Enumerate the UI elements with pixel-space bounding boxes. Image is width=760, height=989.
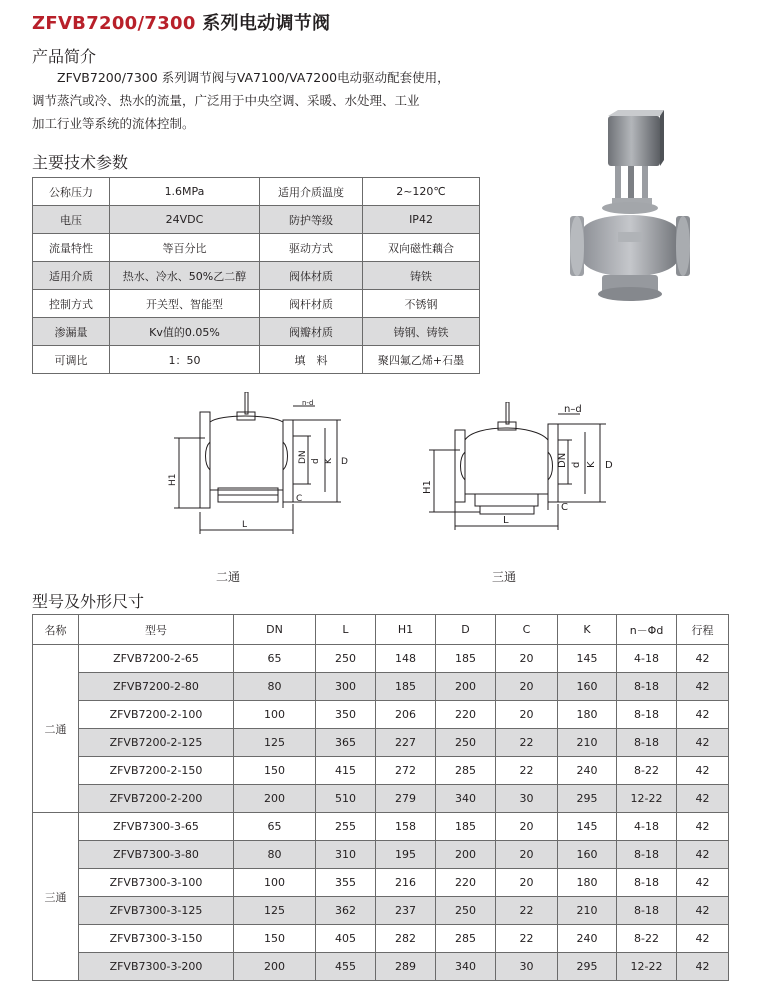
table-cell: 285 [436, 925, 496, 953]
table-cell: 160 [558, 841, 617, 869]
spec-label: 阀瓣材质 [260, 318, 363, 346]
spec-row [33, 262, 480, 290]
table-cell: 80 [234, 841, 316, 869]
table-cell: 30 [496, 953, 558, 981]
column-header: 型号 [79, 615, 234, 645]
table-cell: 415 [316, 757, 376, 785]
column-header: C [496, 615, 558, 645]
intro-line: 加工行业等系统的流体控制。 [32, 116, 195, 131]
table-cell: 30 [496, 785, 558, 813]
column-header: 名称 [33, 615, 79, 645]
table-cell: 255 [316, 813, 376, 841]
table-cell: 365 [316, 729, 376, 757]
table-cell: 455 [316, 953, 376, 981]
table-cell: 8-18 [617, 729, 677, 757]
table-row [33, 897, 729, 925]
table-cell: 340 [436, 953, 496, 981]
table-cell: 42 [677, 701, 729, 729]
table-cell: 8-18 [617, 897, 677, 925]
table-cell: 100 [234, 869, 316, 897]
table-row [33, 645, 729, 673]
label-D: D [605, 460, 613, 471]
spec-label: 渗漏量 [33, 318, 110, 346]
table-row [33, 673, 729, 701]
table-cell: 510 [316, 785, 376, 813]
label-h1: H1 [422, 480, 433, 494]
spec-row [33, 178, 480, 206]
group-name: 二通 [33, 645, 79, 813]
table-header-row [33, 615, 729, 645]
label-d: d [571, 461, 582, 468]
column-header: K [558, 615, 617, 645]
label-c: C [296, 494, 303, 504]
table-cell: 285 [436, 757, 496, 785]
intro-line: 调节蒸汽或冷、热水的流量，广泛用于中央空调、采暖、水处理、工业 [32, 93, 420, 108]
model-cell: ZFVB7200-2-200 [79, 785, 234, 813]
spec-row [33, 318, 480, 346]
label-dn: DN [298, 450, 308, 464]
dimensions-table [32, 614, 729, 981]
table-cell: 8-18 [617, 701, 677, 729]
column-header: n－Φd [617, 615, 677, 645]
spec-label: 驱动方式 [260, 234, 363, 262]
page-title [32, 9, 330, 35]
label-l: L [242, 520, 248, 530]
table-row [33, 953, 729, 981]
table-cell: 22 [496, 757, 558, 785]
spec-label: 填 料 [260, 346, 363, 374]
label-h1: H1 [168, 473, 178, 486]
spec-value: 2~120℃ [363, 178, 480, 206]
table-cell: 185 [436, 813, 496, 841]
spec-value: 聚四氟乙烯+石墨 [363, 346, 480, 374]
table-cell: 8-18 [617, 673, 677, 701]
spec-value: 1：50 [110, 346, 260, 374]
spec-label: 电压 [33, 206, 110, 234]
table-cell: 20 [496, 841, 558, 869]
spec-label: 阀杆材质 [260, 290, 363, 318]
table-cell: 22 [496, 729, 558, 757]
table-row [33, 841, 729, 869]
spec-label: 防护等级 [260, 206, 363, 234]
label-D: D [341, 457, 348, 467]
spec-row [33, 206, 480, 234]
spec-value: 不锈钢 [363, 290, 480, 318]
title-model: ZFVB7200/7300 [32, 13, 196, 34]
spec-value: 铸铁 [363, 262, 480, 290]
spec-label: 阀体材质 [260, 262, 363, 290]
valve-photo [560, 110, 700, 320]
table-cell: 8-22 [617, 757, 677, 785]
group-name: 三通 [33, 813, 79, 981]
table-cell: 180 [558, 869, 617, 897]
model-cell: ZFVB7300-3-150 [79, 925, 234, 953]
table-cell: 42 [677, 673, 729, 701]
table-cell: 180 [558, 701, 617, 729]
table-cell: 250 [316, 645, 376, 673]
specs-table [32, 177, 480, 374]
table-cell: 22 [496, 897, 558, 925]
model-cell: ZFVB7200-2-150 [79, 757, 234, 785]
column-header: L [316, 615, 376, 645]
table-cell: 150 [234, 757, 316, 785]
table-cell: 295 [558, 785, 617, 813]
table-cell: 200 [436, 673, 496, 701]
spec-value: 热水、冷水、50%乙二醇 [110, 262, 260, 290]
table-cell: 185 [436, 645, 496, 673]
spec-row [33, 234, 480, 262]
label-l: L [503, 515, 509, 526]
table-cell: 65 [234, 813, 316, 841]
diagram-two-way [165, 392, 365, 534]
model-cell: ZFVB7300-3-80 [79, 841, 234, 869]
table-cell: 150 [234, 925, 316, 953]
table-cell: 300 [316, 673, 376, 701]
spec-label: 可调比 [33, 346, 110, 374]
table-cell: 145 [558, 645, 617, 673]
table-cell: 20 [496, 869, 558, 897]
table-row [33, 729, 729, 757]
table-cell: 289 [376, 953, 436, 981]
table-cell: 210 [558, 897, 617, 925]
table-cell: 200 [234, 785, 316, 813]
table-cell: 20 [496, 645, 558, 673]
table-cell: 200 [436, 841, 496, 869]
table-cell: 80 [234, 673, 316, 701]
table-cell: 185 [376, 673, 436, 701]
spec-value: IP42 [363, 206, 480, 234]
table-cell: 355 [316, 869, 376, 897]
label-k: K [586, 461, 597, 468]
column-header: DN [234, 615, 316, 645]
table-row [33, 869, 729, 897]
table-cell: 20 [496, 701, 558, 729]
table-cell: 310 [316, 841, 376, 869]
table-cell: 250 [436, 897, 496, 925]
column-header: D [436, 615, 496, 645]
table-cell: 148 [376, 645, 436, 673]
model-cell: ZFVB7200-2-125 [79, 729, 234, 757]
table-cell: 350 [316, 701, 376, 729]
spec-label: 公称压力 [33, 178, 110, 206]
table-cell: 125 [234, 897, 316, 925]
intro-heading: 产品简介 [32, 47, 97, 66]
table-cell: 250 [436, 729, 496, 757]
title-text: 系列电动调节阀 [195, 13, 331, 34]
column-header: H1 [376, 615, 436, 645]
table-cell: 100 [234, 701, 316, 729]
table-row [33, 701, 729, 729]
table-cell: 340 [436, 785, 496, 813]
table-cell: 272 [376, 757, 436, 785]
model-cell: ZFVB7300-3-65 [79, 813, 234, 841]
model-cell: ZFVB7300-3-100 [79, 869, 234, 897]
table-cell: 362 [316, 897, 376, 925]
table-cell: 42 [677, 645, 729, 673]
spec-value: 开关型、智能型 [110, 290, 260, 318]
column-header: 行程 [677, 615, 729, 645]
table-cell: 20 [496, 673, 558, 701]
table-cell: 210 [558, 729, 617, 757]
label-k: K [324, 458, 334, 464]
dimensions-heading: 型号及外形尺寸 [32, 592, 145, 611]
table-cell: 216 [376, 869, 436, 897]
table-cell: 42 [677, 841, 729, 869]
table-cell: 42 [677, 897, 729, 925]
table-cell: 279 [376, 785, 436, 813]
table-cell: 200 [234, 953, 316, 981]
table-cell: 42 [677, 869, 729, 897]
label-nd: n-d [302, 399, 314, 407]
table-cell: 12-22 [617, 785, 677, 813]
table-cell: 4-18 [617, 813, 677, 841]
table-cell: 145 [558, 813, 617, 841]
table-cell: 220 [436, 701, 496, 729]
table-row [33, 785, 729, 813]
table-cell: 42 [677, 813, 729, 841]
table-cell: 295 [558, 953, 617, 981]
table-row [33, 757, 729, 785]
table-cell: 206 [376, 701, 436, 729]
intro-text [32, 66, 512, 135]
table-cell: 237 [376, 897, 436, 925]
model-cell: ZFVB7200-2-100 [79, 701, 234, 729]
label-dn: DN [557, 452, 568, 468]
label-c: C [561, 502, 568, 513]
model-cell: ZFVB7200-2-65 [79, 645, 234, 673]
spec-label: 控制方式 [33, 290, 110, 318]
caption-two-way: 二通 [216, 570, 241, 584]
spec-label: 适用介质 [33, 262, 110, 290]
table-cell: 8-18 [617, 869, 677, 897]
spec-label: 流量特性 [33, 234, 110, 262]
table-cell: 42 [677, 953, 729, 981]
spec-value: 等百分比 [110, 234, 260, 262]
table-cell: 65 [234, 645, 316, 673]
table-cell: 240 [558, 925, 617, 953]
table-cell: 160 [558, 673, 617, 701]
table-cell: 158 [376, 813, 436, 841]
spec-value: Kv值的0.05% [110, 318, 260, 346]
model-cell: ZFVB7300-3-200 [79, 953, 234, 981]
table-cell: 22 [496, 925, 558, 953]
table-cell: 8-18 [617, 841, 677, 869]
spec-value: 双向磁性藕合 [363, 234, 480, 262]
spec-value: 1.6MPa [110, 178, 260, 206]
model-cell: ZFVB7300-3-125 [79, 897, 234, 925]
table-cell: 4-18 [617, 645, 677, 673]
caption-three-way: 三通 [492, 570, 517, 584]
spec-row [33, 346, 480, 374]
spec-row [33, 290, 480, 318]
table-cell: 42 [677, 925, 729, 953]
diagram-three-way [420, 402, 620, 532]
table-cell: 42 [677, 785, 729, 813]
intro-line: ZFVB7200/7300 系列调节阀与VA7100/VA7200电动驱动配套使用， [57, 70, 450, 85]
table-cell: 282 [376, 925, 436, 953]
table-cell: 405 [316, 925, 376, 953]
table-cell: 195 [376, 841, 436, 869]
label-d: d [311, 458, 321, 464]
table-cell: 125 [234, 729, 316, 757]
specs-heading: 主要技术参数 [32, 153, 129, 172]
table-cell: 20 [496, 813, 558, 841]
table-cell: 220 [436, 869, 496, 897]
model-cell: ZFVB7200-2-80 [79, 673, 234, 701]
label-nd: n–d [564, 404, 582, 415]
table-row [33, 813, 729, 841]
table-cell: 227 [376, 729, 436, 757]
table-cell: 42 [677, 729, 729, 757]
table-row [33, 925, 729, 953]
table-cell: 12-22 [617, 953, 677, 981]
spec-value: 铸钢、铸铁 [363, 318, 480, 346]
spec-value: 24VDC [110, 206, 260, 234]
table-cell: 8-22 [617, 925, 677, 953]
table-cell: 42 [677, 757, 729, 785]
spec-label: 适用介质温度 [260, 178, 363, 206]
table-cell: 240 [558, 757, 617, 785]
